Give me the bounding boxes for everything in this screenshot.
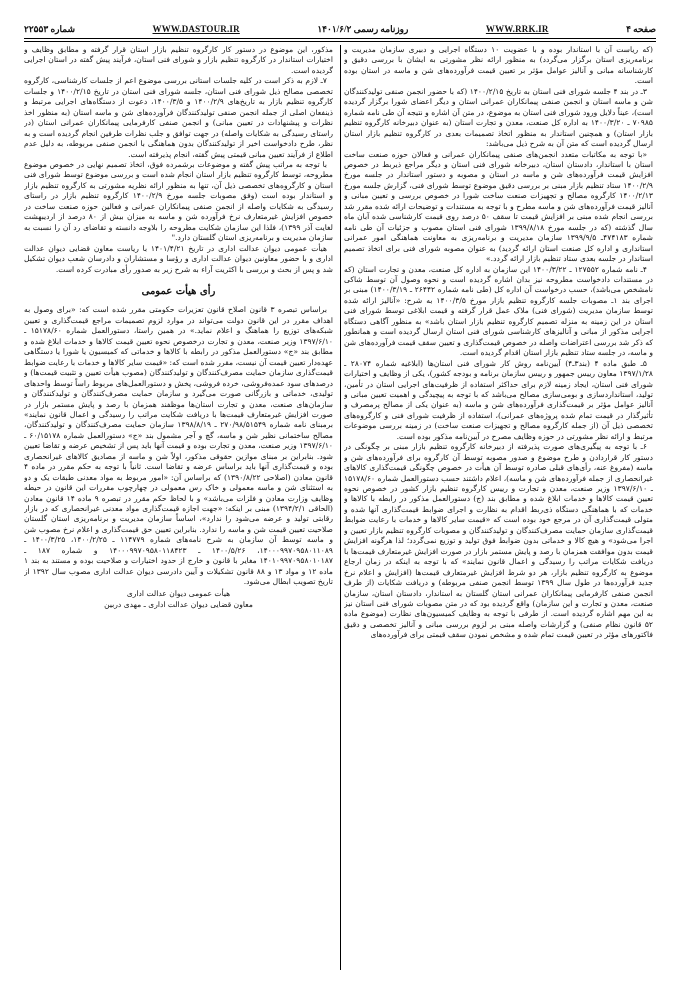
- paragraph: ۳ـ در بند ۴ جلسه شورای فنی استان به تاریخ ۱۴۰۰/۲/۱۵ (که با حضور انجمن صنفی تولیدکنندگان شن و ماسه استان و انجمن صنفی پیمانکاران عمرانی استان و دیگر اعضای شورا برگزار گردیده است)، عیناً دلایل ورود شورای فنی استان به موضوع، در متن آن اشاره و نتیجه آن طی نامه شماره ۷۰۹۸۵ ـ ۱۴۰۰/۳/۲۰ به اداره کل صنعت، معدن و تجارت استان (به عنوان دبیرخانه کارگروه تنظیم بازار استان) و همچنین استاندار به منظور اتخاذ تصمیمات بعدی در کارگروه تنظیم بازار استان ارسال گردیده است که متن آن به شرح ذیل می‌باشد:: [344, 86, 653, 149]
- verdict-text: براساس تبصره ۳ قانون اصلاح قانون تعزیرات حکومتی مقرر شده است که: «برای وصول به اهداف مقرر در این قانون دولت می‌تواند در موارد لزوم تصمیمات مراجع قیمت‌گذاری و تعیین شبکه‌های توزیع را هماهنگ و اعلام نماید.» در همین راستا، دستورالعمل شماره ۱۵۱۷۸/۶۰ ـ ۱۳۹۷/۶/۱۰ وزیر صنعت، معدن و تجارت درخصوص نحوه تعیین قیمت کالاها و خدمات ابلاغ شده و مطابق بند «ج» دستورالعمل مذکور در رابطه با کالاها و خدماتی که کمیسیون یا شورا یا دستگاهی عهده‌دار تعیین قیمت آن نیست، مقرر شده است که: «قیمت سایر کالاها و خدمات با رعایت ضوابط قیمت‌گذاری سازمان حمایت مصرف‌کنندگان و تولیدکنندگان (مصوب هیأت تعیین و تثبیت قیمت‌ها) و درصدهای سود عمده‌فروشی، خرده فروشی، پخش و دستورالعمل‌های مربوط راساً توسط واحدهای تولیدی، خدماتی و بازرگانی صورت می‌گیرد و سازمان حمایت مصرف‌کنندگان و تولیدکنندگان و سازمان‌های صنعت، معدن و تجارت استان‌ها موظفند همزمان با رصد و پایش مستمر بازار در صورت افزایش غیرمتعارف قیمت‌ها با دریافت شکایت مراتب را رسیدگی و اعمال قانون نمایند» برمبنای نامه شماره ۲۷۰/۹۸/۵۱۵۴۹ ـ ۱۳۹۸/۸/۱۹ سازمان حمایت مصرف‌کنندگان و تولیدکنندگان، مصالح ساختمانی نظیر شن و ماسه، گچ و آجر مشمول بند «ج» دستورالعمل شماره ۶۰/۱۵۱۷۸ ـ ۱۳۹۷/۶/۱۰ وزیر صنعت، معدن و تجارت بوده و قیمت آنها باید پس از تشخیص عرضه و تقاضا تعیین شود. بنابراین بر مبنای موازین حقوقی مذکور، اولاً شن و ماسه از مصادیق کالاهای غیرانحصاری بوده و قیمت‌گذاری آنها باید براساس عرضه و تقاضا است. ثانیاً با توجه به حکم مقرر در ماده ۴ قانون معادن (اصلاحی ۱۳۹۰/۸/۲۲) که براساس آن: «امور مربوط به مواد معدنی طبقات یک و دو به استثنای شن و ماسه معمولی و خاک رس معمولی در چهارچوب مقررات این قانون در حیطه وظایف وزارت معادن و فلزات می‌باشد» و با لحاظ حکم مقرر در تبصره ۹ ماده ۱۴ قانون معادن (الحاقی ۱۳۹۴/۲/۱) مبنی بر اینکه: «جهت اجازه قیمت‌گذاری مواد معدنی غیرانحصاری که در بازار رقابتی تولید و عرضه می‌شود را ندارد»، اساساً سازمان مدیریت و برنامه‌ریزی استان گلستان صلاحیت تعیین قیمت شن و ماسه را ندارد. بنابراین تعیین حق قیمت‌گذاری و اعلام نرخ مصوب شن و ماسه توسط آن سازمان به شرح نامه‌های شماره ۱۱۴۷۷۹ ـ ۱۴۰۰/۲/۲۵، ۱۴۰۰/۳/۲۵ ـ ۱۴۰۰۰۹۹۷۰۹۵۸۰۱۱۰۸۹، ۱۴۰۰/۵/۲۶ ـ ۱۴۰۰۰۹۹۷۰۹۵۸۰۱۱۸۴۲۳ و شماره ۱۸۷ ـ ۱۴۰۱۰۹۹۷۰۹۵۸۰۱۰۱۸۷ مغایر با قانون و خارج از حدود اختیارات و صلاحیت بوده و مستند به بند ۱ ماده ۱۲ و مواد ۱۳ و ۸۸ قانون تشکیلات و آیین دادرسی دیوان عدالت اداری مصوب سال ۱۳۹۲ از تاریخ تصویب ابطال می‌شود.: [24, 305, 333, 587]
- header-rule-thin: [24, 41, 656, 42]
- site-link-dastour[interactable]: WWW.DASTOUR.IR: [152, 24, 240, 34]
- issue-number: شماره ۲۲۵۵۳: [24, 23, 75, 34]
- left-column: [24, 45, 333, 975]
- signature-body: هیأت عمومی دیوان عدالت اداری: [126, 588, 231, 598]
- verdict-heading: رأی هیأت عمومی: [141, 285, 216, 297]
- paragraph: هیأت عمومی دیوان عدالت اداری در تاریخ ۱۴۰۱/۴/۲۱ با ریاست معاون قضایی دیوان عدالت اداری و با حضور معاونین دیوان عدالت اداری و رؤسا و مستشاران و دادرسان شعب دیوان تشکیل شد و پس از بحث و بررسی با اکثریت آراء به شرح زیر به صدور رأی مبادرت کرده است.: [24, 243, 333, 274]
- site-link-rrk[interactable]: WWW.RRK.IR: [485, 24, 549, 34]
- paragraph: با توجه به مراتب پیش گفته و موضوعات برشمرده فوق، اتخاذ تصمیم نهایی در خصوص موضوع مطروحه، توسط کارگروه تنظیم بازار استان انجام شده است و بررسی موضوع توسط شورای فنی استان و کارگروه‌های تخصصی ذیل آن، تنها به منظور ارائه نظریه مشورتی به کارگروه تنظیم بازار و استاندار بوده است (وفق مصوبات جلسه مورخ ۱۴۰۰/۲/۹ کارگروه تنظیم بازار در راستای رسیدگی به شکایات واصله از انجمن صنفی پیمانکاران عمرانی و فعالین حوزه صنعت ساخت در خصوص افزایش غیرمتعارف نرخ فرآورده شن و ماسه به میزان بیش از ۸۰ درصد از اردیبهشت لغایت آذر ۱۳۹۹)، فلذا این سازمان شکایت مطروحه را بلاوجه دانسته و تقاضای رد آن را نسبت به سازمان مدیریت و برنامه‌ریزی استان گلستان دارد.": [24, 159, 333, 243]
- column-divider: [340, 45, 341, 970]
- paragraph: ۴ـ نامه شماره ۱۲۷۵۵۲ ـ ۱۴۰۰/۳/۲۲ این سازمان به اداره کل صنعت، معدن و تجارت استان (که در مستندات دادخواست مطروحه نیز بدان اشاره گردیده است و نحوه وصول آن توسط شاکی نامشخص می‌باشد)، حسب درخواست آن اداره کل (طی نامه شماره ۲۶۴۴۲ ـ ۱۴۰۰/۳/۱۹) مبنی بر اجرای بند ۱ـ مصوبات جلسه کارگروه تنظیم بازار مورخ ۱۴۰۰/۳/۵ به شرح: «آنالیز ارائه شده توسط سازمان مدیریت (شورای فنی) ملاک عمل قرار گرفته و قیمت ابلاغی توسط شورای فنی استان در این زمینه به منزله تصمیم کارگروه تنظیم بازار استان باشد» به منظور آگاهی دستگاه اجرایی مذکور از مبانی و آنالیزهای کارشناسی شورای فنی استان ارسال گردیده است و همانطور که ذکر شد بررسی اعتراضات واصله در خصوص قیمت‌گذاری و تعیین سقف قیمت فرآورده‌های شن و ماسه، در جلسه ستاد تنظیم بازار استان اقدام گردیده است.: [344, 264, 653, 358]
- paragraph: ۶ـ با توجه به پیگیری‌های صورت پذیرفته از دبیرخانه کارگروه تنظیم بازار مبنی بر چگونگی در دستور کار قراردادن و طرح موضوع و صدور مصوبه توسط آن کارگروه برای فرآورده‌های شن و ماسه (مفروغ عنه، رأی‌های قبلی صادره توسط آن هیأت در خصوص چگونگی قیمت‌گذاری کالاهای غیرانحصاری از جمله فرآورده‌های شن و ماسه)، اعلام داشتند حسب دستورالعمل شماره ۱۵۱۷۸/۶۰ ـ ۱۳۹۷/۶/۱۰ وزیر صنعت، معدن و تجارت و رییس کارگروه تنظیم بازار کشور در خصوص نحوه تعیین قیمت کالاها و خدمات ابلاغ شده و مطابق بند (ج) دستورالعمل مذکور در رابطه با کالاها و خدمات که با هماهنگی دستگاه ذی‌ربط اقدام به نظارت و اجرای ضوابط قیمت‌گذاری آنها شده و متولی قیمت‌گذاری آن در مرجع خود بوده است که «قیمت سایر کالاها و خدمات با رعایت ضوابط قیمت‌گذاری سازمان حمایت مصرف‌کنندگان و تولیدکنندگان و مصوبات کارگروه تنظیم بازار تعیین و اجرا می‌شود» و هیچ کالا و خدماتی بدون ضوابط فوق تولید و توزیع نمی‌گردد؛ لذا هرگونه افزایش قیمت بدون موافقت همزمان با رصد و پایش مستمر بازار در صورت افزایش غیرمتعارف قیمت‌ها با دریافت شکایات مراتب را رسیدگی و اعمال قانون نمایند» که با توجه به اینکه در زمان ارجاع موضوع به کارگروه تنظیم بازار، هر دو شرط افزایش غیرمتعارف قیمت‌ها (افزایش و اعلام نرخ جدید فرآورده‌ها در طول سال ۱۳۹۹ توسط انجمن صنفی مربوطه) و دریافت شکایات (از طرف انجمن صنفی کارفرمایی پیمانکاران عمرانی استان گلستان به استاندار، دادستان استان، سازمان صنعت، معدن و تجارت و این سازمان) واقع گردیده بود که در متن مصوبات شورای فنی استان نیز به این مهم اشاره گردیده است. از طرفی با توجه به وظایف کمیسیون‌های نظارت (موضوع ماده ۵۲ قانون نظام صنفی) و گزارشات واصله مبنی بر لزوم بررسی مبانی و آنالیز تخصصی و دقیق فاکتورهای مؤثر در تعیین قیمت تمام شده و مشخص نمودن سقف قیمتی برای فرآورده‌های: [344, 442, 653, 640]
- signature-name: معاون قضایی دیوان عدالت اداری ـ مهدی دربین: [104, 600, 253, 610]
- paragraph: ۵ـ طبق ماده ۴ (بند۳ـ۴) آیین‌نامه روش کار شورای فنی استان‌ها (ابلاغیه شماره ۲۸۰۷۴ ـ ۱۳۹۷/۱/۲۸ معاون رییس جمهور و رییس سازمان برنامه و بودجه کشور)، یکی از وظایف و اختیارات شورای فنی استان، ایجاد زمینه لازم برای حداکثر استفاده از ظرفیت‌های اجرایی استان در تأمین، تولید، استانداردسازی و بومی‌سازی مصالح می‌باشد که با توجه به پیچیدگی و اهمیت تعیین مبانی و آنالیز عوامل مؤثر بر قیمت‌گذاری فرآورده‌های شن و ماسه (به عنوان یکی از مصالح پرمصرف و تأثیرگذار در قیمت تمام شده پروژه‌های عمرانی)، استفاده از ظرفیت شورای فنی و کارگروه‌های تخصصی ذیل آن (از جمله کارگروه مصالح و تجهیزات صنعت ساخت) در زمینه بررسی موضوعات مرتبط و ارائه نظر مشورتی در حوزه وظایف مصرح در آیین‌نامه مذکور بوده است.: [344, 358, 653, 441]
- paragraph: ۷ـ لازم به ذکر است در کلیه جلسات استانی بررسی موضوع اعم از جلسات کارشناسی، کارگروه تخصصی مصالح ذیل شورای فنی استان، جلسه شورای فنی استان در تاریخ ۱۴۰۰/۲/۱۵ و جلسات کارگروه تنظیم بازار به تاریخ‌های ۱۴۰۰/۲/۹ و ۱۴۰۰/۳/۵، دعوت از دستگاه‌های اجرایی مرتبط و ذینفعان اصلی از جمله انجمن صنفی تولیدکنندگان فرآورده‌های شن و ماسه استان (به منظور اخذ نظرات و پیشنهادات در تعیین مبانی) و انجمن صنفی کارفرمایی پیمانکاران عمرانی استان (در راستای رسیدگی به شکایات واصله) در جهت توافق و جلب نظرات طرفین انجام گردیده است و به نظر، طرح دادخواست اخیر از تولیدکنندگان بدون هماهنگی با انجمن صنفی مربوطه، به دلیل عدم اطلاع از فرآیند تعیین مبانی قیمتی پیش گفته، انجام پذیرفته است.: [24, 76, 333, 159]
- page-number: صفحه ۴: [626, 23, 656, 34]
- right-column: [344, 45, 653, 975]
- issue-date: روزنامه رسمی ۱۴۰۱/۶/۲: [317, 23, 409, 34]
- paragraph: (که ریاست آن با استاندار بوده و با عضویت ۱۰ دستگاه اجرایی و دبیری سازمان مدیریت و برنامه‌ریزی استان برگزار می‌گردد) به منظور ارائه نظر مشورتی به ایشان با بررسی دقیق و کارشناسانه مبانی و آنالیز عوامل مؤثر بر تعیین قیمت فرآورده‌های شن و ماسه در استان بوده است.: [344, 45, 653, 86]
- page-header: [24, 22, 656, 36]
- quoted-resolution: «با توجه به مکاتبات متعدد انجمن‌های صنفی پیمانکاران عمرانی و فعالان حوزه صنعت ساخت استان با استاندار، دادستان استان، دبیرخانه شورای فنی استان و دیگر مراجع ذیربط در خصوص افزایش قیمت فرآورده‌های شن و ماسه در استان و مصوبه و دستور استاندار در جلسه مورخ ۱۴۰۰/۲/۹ ستاد تنظیم بازار مبنی بر بررسی دقیق موضوع توسط شورای فنی، گزارش جلسه مورخ ۱۴۰۰/۲/۱۳ کارگروه مصالح و تجهیزات صنعت ساخت شورا در خصوص بررسی و تعیین مبانی و آنالیز قیمت فرآورده‌های شن و ماسه مطرح و با توجه به مستندات و توضیحات ارائه شده مقرر شد بررسی انجام شده مبنی بر افزایش قیمت تا سقف ۵۰ درصد روی قیمت کارشناسی شده آبان ماه سال گذشته (که در جلسه مورخ ۱۳۹۹/۸/۱۸ شورای فنی استان مصوب و جزئیات آن طی نامه شماره ۴۷۴۱۸۳ـ ۱۳۹۹/۹/۵ سازمان مدیریت و برنامه‌ریزی به معاونت هماهنگی امور عمرانی استانداری و اداره کل صنعت استان ارائه گردید) به عنوان مصوبه شورای فنی برای اتخاذ تصمیم استاندار در جلسه بعدی ستاد تنظیم بازار ارائه گردد.»: [344, 149, 653, 264]
- paragraph: مذکور، این موضوع در دستور کار کارگروه تنظیم بازار استان قرار گرفته و مطابق وظایف و اختیارات استاندار در کارگروه تنظیم بازار و شورای فنی استان، فرآیند پیش گفته در استان اجرایی گردیده است.: [24, 45, 333, 75]
- header-rule: [24, 38, 656, 39]
